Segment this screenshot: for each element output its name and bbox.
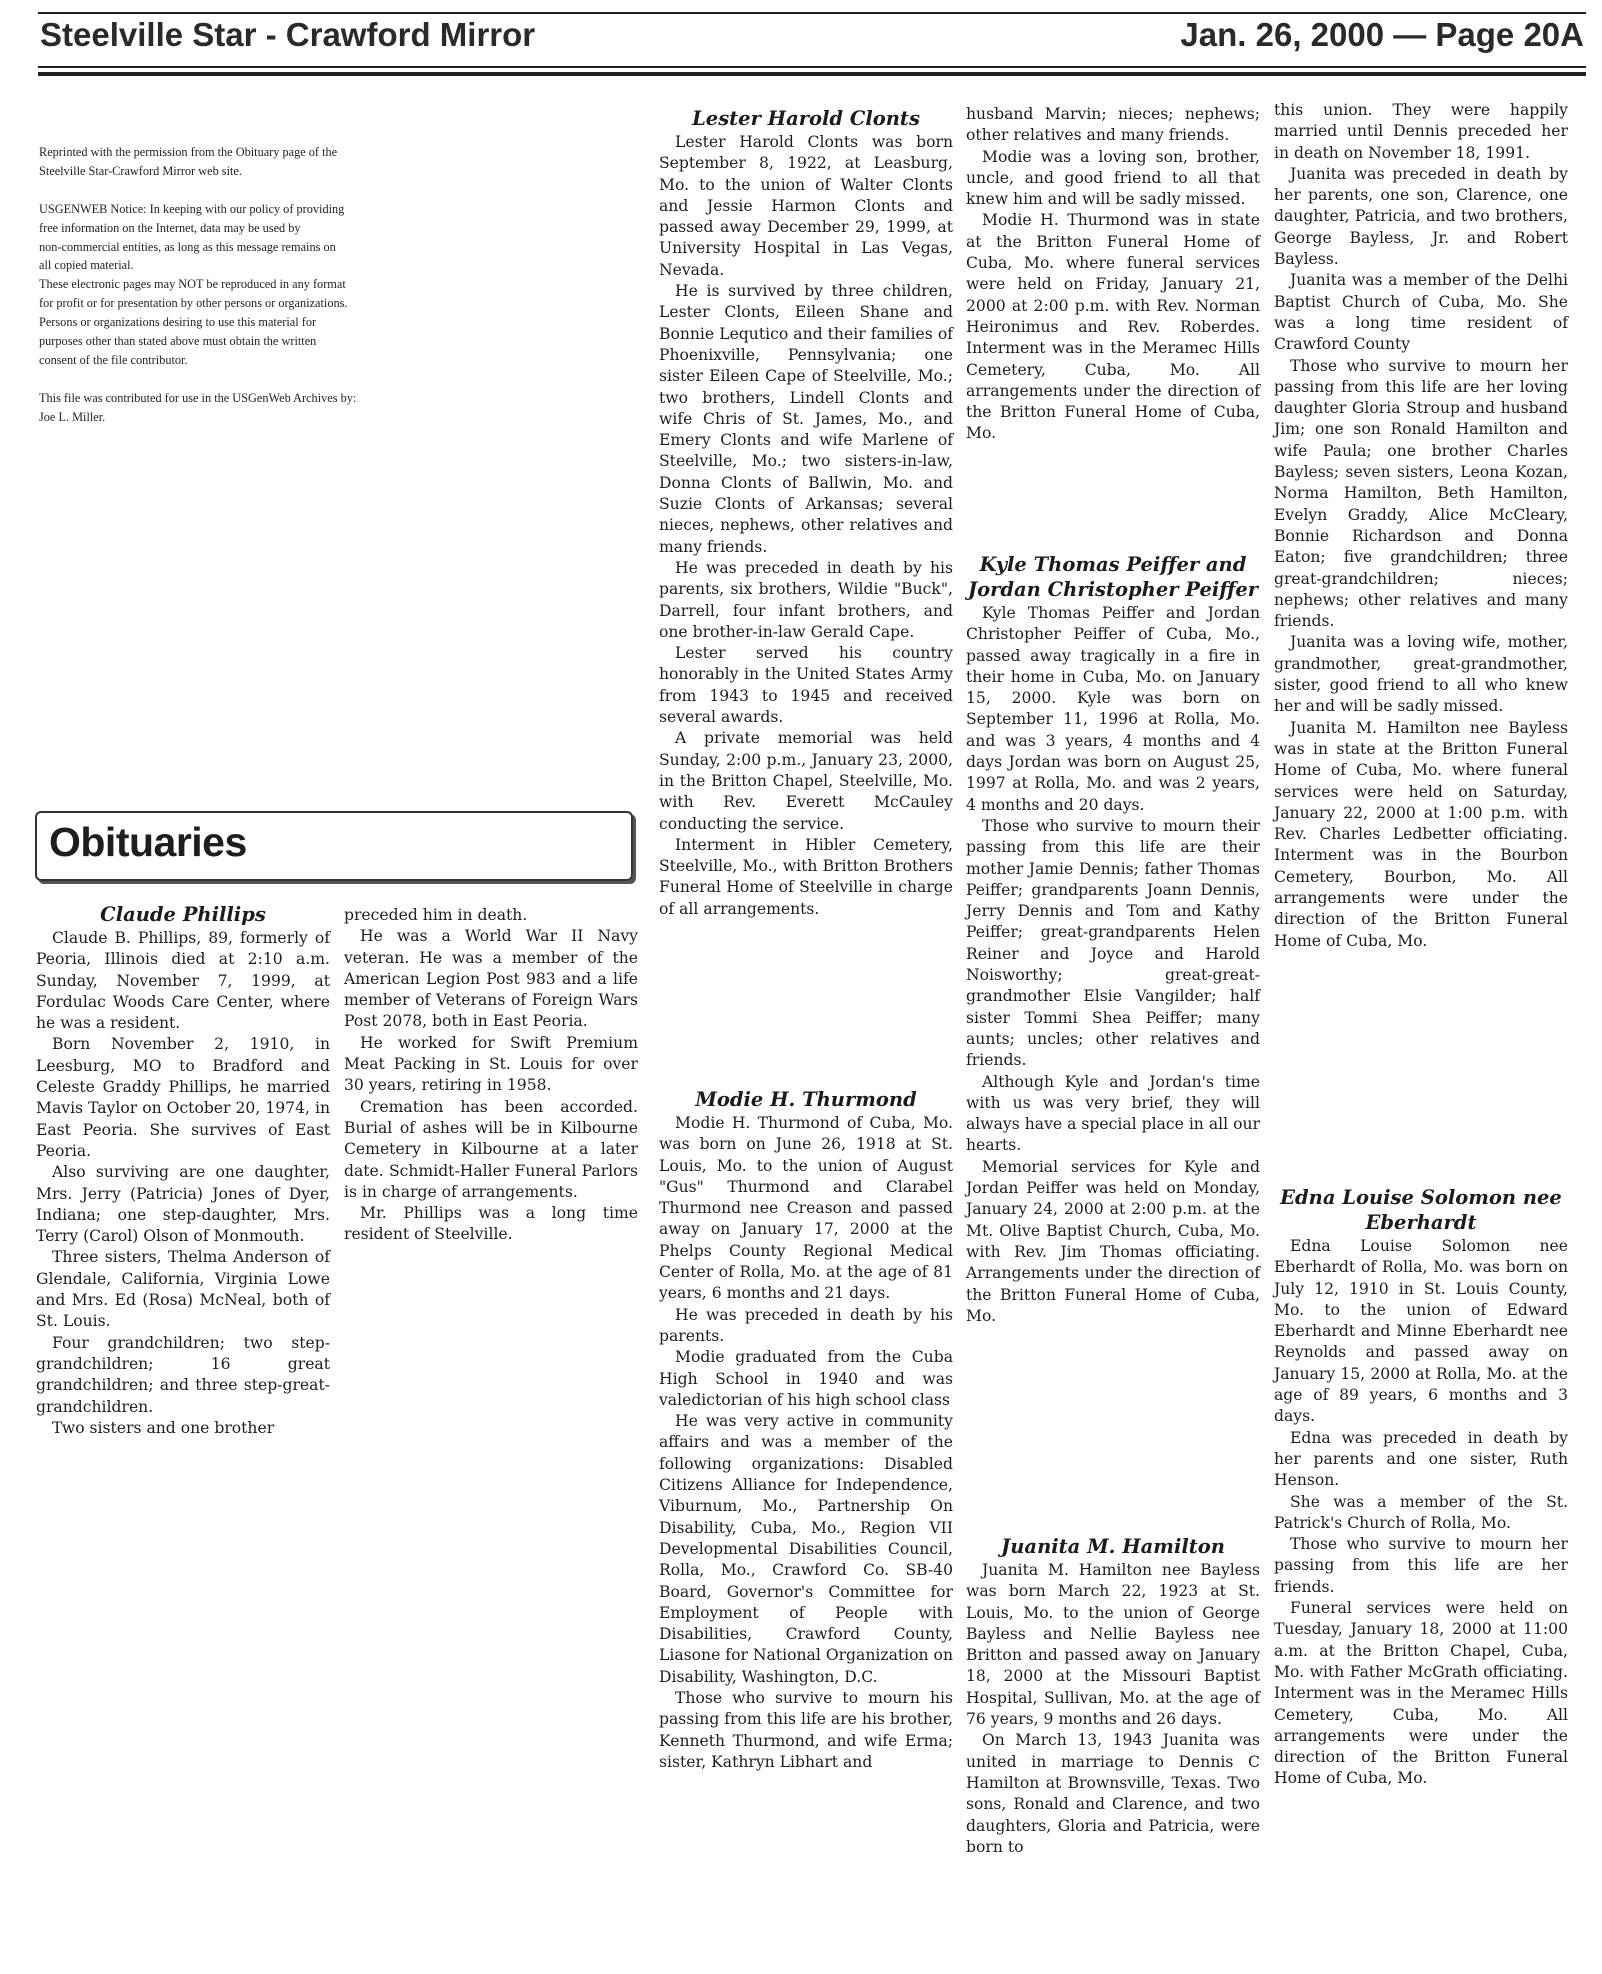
obituary-paragraph: Lester served his country honorably in the United States Army from 1943 to 1945 and received several awards. xyxy=(659,644,953,727)
newspaper-name: Steelville Star - Crawford Mirror xyxy=(40,16,536,53)
obituary-paragraph: Memorial services for Kyle and Jordan Peiffer was held on Monday, January 24, 2000 at 2:00 p.m. at the Mt. Olive Baptist Church, Cuba, Mo. with Rev. Jim Thomas officiating. Arrangements under the direction of the Britton Funeral Home of Cuba, Mo. xyxy=(966,1157,1260,1325)
obituary-section xyxy=(1274,100,1568,952)
section-title: Obituaries xyxy=(49,819,247,865)
obituary-paragraph: Interment in Hibler Cemetery, Steelville, Mo., with Britton Brothers Funeral Home of Steelville in charge of all arrangements. xyxy=(659,835,953,918)
notice-line: Steelville Star-Crawford Mirror web site. xyxy=(39,163,242,178)
obituary-section xyxy=(659,106,953,920)
obituary-heading: Claude Phillips xyxy=(100,903,266,926)
obituary-section xyxy=(36,902,330,1439)
obituary-section xyxy=(659,1087,953,1773)
obituary-paragraph: He was a World War II Navy veteran. He was a member of the American Legion Post 983 and a life member of Veterans of Foreign Wars Post 2078, both in East Peoria. xyxy=(344,927,638,1031)
obituary-paragraph: Those who survive to mourn their passing from this life are their mother Jamie Dennis; father Thomas Peiffer; grandparents Joann Dennis, Jerry Dennis and Tom and Kathy Peiffer; great-grandparents Helen Reiner and Joyce and Harold Noisworthy; great-great-grandmother Elsie Vangilder; half sister Tommi Shea Peiffer; many aunts; uncles; other relatives and friends. xyxy=(966,816,1260,1070)
notice-line: purposes other than stated above must obtain the written xyxy=(39,334,317,349)
obituary-paragraph: Four grandchildren; two step-grandchildren; 16 great grandchildren; and three step-great-grandchildren. xyxy=(36,1333,330,1416)
issue-date-page: Jan. 26, 2000 — Page 20A xyxy=(1180,16,1584,53)
notice-line: This file was contributed for use in the USGenWeb Archives by: xyxy=(39,390,357,405)
obituary-paragraph: Lester Harold Clonts was born September 8, 1922, at Leasburg, Mo. to the union of Walter Clonts and Jessie Harmon Clonts and passed away December 29, 1999, at University Hospital in Las Vegas, Nevada. xyxy=(659,133,953,279)
notice-line xyxy=(39,181,439,200)
usgenweb-notice xyxy=(39,143,439,427)
obituary-paragraph: Modie H. Thurmond was in state at the Britton Funeral Home of Cuba, Mo. where funeral services were held on Friday, January 21, 2000 at 2:00 p.m. with Rev. Norman Heironimus and Rev. Roberdes. Interment was in the Meramec Hills Cemetery, Cuba, Mo. All arrangements under the direction of the Britton Funeral Home of Cuba, Mo. xyxy=(966,211,1260,443)
obituary-paragraph: He was preceded in death by his parents, six brothers, Wildie "Buck", Darrell, four infant brothers, and one brother-in-law Gerald Cape. xyxy=(659,558,953,641)
obituary-paragraph: Although Kyle and Jordan's time with us was very brief, they will always have a special place in all our hearts. xyxy=(966,1072,1260,1155)
obituary-section xyxy=(966,104,1260,445)
obituary-paragraph: Born November 2, 1910, in Leesburg, MO to Bradford and Celeste Graddy Phillips, he married Mavis Taylor on October 20, 1974, in East Peoria. She survives of East Peoria. xyxy=(36,1035,330,1160)
obituary-section xyxy=(966,1534,1260,1858)
obituary-paragraph: Those who survive to mourn her passing from this life are her friends. xyxy=(1274,1535,1568,1596)
obituary-paragraph: Those who survive to mourn his passing from this life are his brother, Kenneth Thurmond, and wife Erma; sister, Kathryn Libhart and xyxy=(659,1689,953,1771)
obituary-paragraph: Kyle Thomas Peiffer and Jordan Christopher Peiffer of Cuba, Mo., passed away tragically in a fire in their home in Cuba, Mo. on January 15, 2000. Kyle was born on September 11, 1996 at Rolla, Mo. and was 3 years, 4 months and 4 days Jordan was born on August 25, 1997 at Rolla, Mo. and was 2 years, 4 months and 20 days. xyxy=(966,604,1260,814)
obituary-paragraph-continued: husband Marvin; nieces; nephews; other relatives and many friends. xyxy=(966,105,1260,145)
obituary-paragraph: Mr. Phillips was a long time resident of Steelville. xyxy=(344,1204,638,1244)
obituary-paragraph: Two sisters and one brother xyxy=(52,1418,275,1437)
notice-line: free information on the Internet, data may be used by xyxy=(39,220,301,235)
notice-line: Persons or organizations desiring to use this material for xyxy=(39,315,317,330)
obituary-paragraph: Juanita M. Hamilton nee Bayless was in state at the Britton Funeral Home of Cuba, Mo. where funeral services were held on Saturday, January 22, 2000 at 1:00 p.m. with Rev. Charles Ledbetter officiating. Interment was in the Bourbon Cemetery, Bourbon, Mo. All arrangements were under the direction of the Britton Funeral Home of Cuba, Mo. xyxy=(1274,718,1568,950)
top-rule xyxy=(38,12,1586,14)
obituary-heading: Modie H. Thurmond xyxy=(695,1088,917,1111)
obituary-heading: Edna Louise Solomon nee Eberhardt xyxy=(1280,1186,1562,1234)
notice-line: all copied material. xyxy=(39,258,134,273)
obituary-paragraph: Funeral services were held on Tuesday, January 18, 2000 at 11:00 a.m. at the Britton Chapel, Cuba, Mo. with Father McGrath officiating. Interment was in the Meramec Hills Cemetery, Cuba, Mo. All arrangements were under the direction of the Britton Funeral Home of Cuba, Mo. xyxy=(1274,1599,1568,1788)
obituary-paragraph: Modie H. Thurmond of Cuba, Mo. was born on June 26, 1918 at St. Louis, Mo. to the union of August "Gus" Thurmond and Clarabel Thurmond nee Creason and passed away on January 17, 2000 at the Phelps County Regional Medical Center of Rolla, Mo. at the age of 81 years, 6 months and 21 days. xyxy=(659,1114,953,1303)
obituary-paragraph: Juanita was a loving wife, mother, grandmother, great-grandmother, sister, good friend to all who knew her and will be sadly missed. xyxy=(1274,633,1568,716)
obituary-paragraph: Modie was a loving son, brother, uncle, and good friend to all that knew him and will be sadly missed. xyxy=(966,147,1260,209)
obituary-paragraph: Edna was preceded in death by her parents and one sister, Ruth Henson. xyxy=(1274,1428,1568,1490)
obituary-paragraph: He worked for Swift Premium Meat Packing in St. Louis for over 30 years, retiring in 1958. xyxy=(344,1033,638,1095)
obituary-paragraph: Also surviving are one daughter, Mrs. Jerry (Patricia) Jones of Dyer, Indiana; one step-daughter, Mrs. Terry (Carol) Olson of Monmouth. xyxy=(36,1163,330,1246)
notice-line: USGENWEB Notice: In keeping with our policy of providing xyxy=(39,201,345,216)
obituary-section xyxy=(966,552,1260,1327)
notice-line: consent of the file contributor. xyxy=(39,352,188,367)
obituary-paragraph: Cremation has been accorded. Burial of ashes will be in Kilbourne Cemetery in Kilbourne at a later date. Schmidt-Haller Funeral Parlors is in charge of arrangements. xyxy=(344,1097,638,1201)
obituary-paragraph: Those who survive to mourn her passing from this life are her loving daughter Gloria Stroup and husband Jim; one son Ronald Hamilton and wife Paula; one brother Charles Bayless; seven sisters, Leona Kozan, Norma Hamilton, Beth Hamilton, Evelyn Graddy, Alice McCleary, Bonnie Richardson and Donna Eaton; five grandchildren; three great-grandchildren; nieces; nephews; other relatives and many friends. xyxy=(1274,356,1568,631)
obituary-paragraph: Juanita M. Hamilton nee Bayless was born March 22, 1923 at St. Louis, Mo. to the union of George Bayless and Nellie Bayless nee Britton and passed away on January 18, 2000 at the Missouri Baptist Hospital, Sullivan, Mo. at the age of 76 years, 9 months and 26 days. xyxy=(966,1561,1260,1729)
obituary-paragraph: He is survived by three children, Lester Clonts, Eileen Shane and Bonnie Lequtico and their families of Phoenixville, Pennsylvania; one sister Eileen Cape of Steelville, Mo.; two brothers, Lindell Clonts and wife Chris of St. James, Mo., and Emery Clonts and wife Marlene of Steelville, Mo.; two sisters-in-law, Donna Clonts of Ballwin, Mo. and Suzie Clonts of Arkansas; several nieces, nephews, other relatives and many friends. xyxy=(659,282,953,556)
obituaries-section-header xyxy=(35,811,633,881)
obituary-section xyxy=(1274,1185,1568,1790)
obituary-paragraph-continued: preceded him in death. xyxy=(344,906,528,924)
obituary-paragraph: He was preceded in death by his parents. xyxy=(659,1305,953,1345)
obituary-paragraph: A private memorial was held Sunday, 2:00 p.m., January 23, 2000, in the Britton Chapel, Steelville, Mo. with Rev. Everett McCauley conducting the service. xyxy=(659,729,953,833)
notice-line: These electronic pages may NOT be reproduced in any format xyxy=(39,277,346,292)
masthead-rule-thick xyxy=(38,72,1586,76)
notice-line xyxy=(39,370,439,389)
obituary-paragraph: Edna Louise Solomon nee Eberhardt of Rolla, Mo. was born on July 12, 1910 in St. Louis County, Mo. to the union of Edward Eberhardt and Minne Eberhardt nee Reynolds and passed away on January 15, 2000 at Rolla, Mo. at the age of 89 years, 6 months and 3 days. xyxy=(1274,1237,1568,1426)
obituary-paragraph: Modie graduated from the Cuba High School in 1940 and was valedictorian of his high school class xyxy=(659,1348,953,1409)
obituary-paragraph: He was very active in community affairs and was a member of the following organizations: Disabled Citizens Alliance for Independence, Viburnum, Mo., Partnership On Disability, Cuba, Mo., Region VII Developmental Disabilities Council, Rolla, Mo., Crawford Co. SB-40 Board, Governor's Committee for Employment of People with Disabilities, Crawford County, Liasone for National Organization on Disability, Washington, D.C. xyxy=(659,1412,953,1686)
obituary-section xyxy=(344,905,638,1246)
obituary-heading: Kyle Thomas Peiffer and Jordan Christopher Peiffer xyxy=(967,553,1259,601)
notice-line: Reprinted with the permission from the Obituary page of the xyxy=(39,145,338,159)
masthead-rule-thin xyxy=(38,66,1586,68)
obituary-paragraph: Juanita was preceded in death by her parents, one son, Clarence, one daughter, Patricia, and two brothers, George Bayless, Jr. and Robert Bayless. xyxy=(1274,164,1568,269)
obituary-paragraph: Claude B. Phillips, 89, formerly of Peoria, Illinois died at 2:10 a.m. Sunday, November 7, 1999, at Fordulac Woods Care Center, where he was a resident. xyxy=(36,929,330,1033)
obituary-paragraph: She was a member of the St. Patrick's Church of Rolla, Mo. xyxy=(1274,1492,1568,1532)
obituary-heading: Lester Harold Clonts xyxy=(692,107,920,130)
obituary-paragraph: On March 13, 1943 Juanita was united in marriage to Dennis C Hamilton at Brownsville, Texas. Two sons, Ronald and Clarence, and two daughters, Gloria and Patricia, were born to xyxy=(966,1731,1260,1856)
obituary-heading: Juanita M. Hamilton xyxy=(1001,1535,1225,1558)
obituary-paragraph: Three sisters, Thelma Anderson of Glendale, California, Virginia Lowe and Mrs. Ed (Rosa) McNeal, both of St. Louis. xyxy=(36,1248,330,1331)
notice-line: non-commercial entities, as long as this message remains on xyxy=(39,239,336,254)
obituary-paragraph-continued: this union. They were happily married until Dennis preceded her in death on November 18, 1991. xyxy=(1274,101,1568,162)
notice-line: for profit or for presentation by other persons or organizations. xyxy=(39,296,348,311)
notice-line: Joe L. Miller. xyxy=(39,409,106,424)
obituary-paragraph: Juanita was a member of the Delhi Baptist Church of Cuba, Mo. She was a long time resident of Crawford County xyxy=(1274,271,1568,354)
